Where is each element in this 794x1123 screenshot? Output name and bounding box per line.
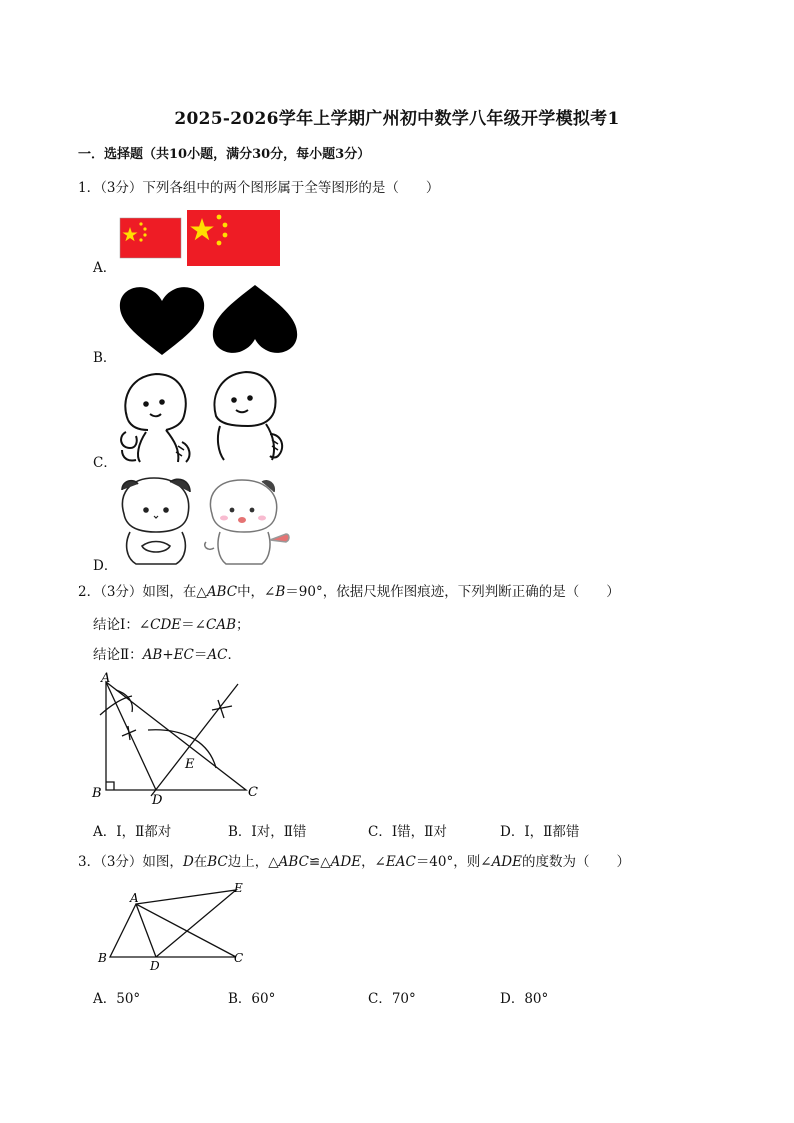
q3-option-c: C．70° bbox=[368, 991, 416, 1007]
arc-ac bbox=[148, 730, 216, 768]
q1-option-c-label: C． bbox=[93, 455, 117, 471]
large-flag-star bbox=[223, 233, 228, 238]
small-flag-star bbox=[143, 227, 146, 230]
triangle-ade bbox=[136, 890, 236, 957]
q2-options bbox=[93, 820, 693, 840]
label-c: C bbox=[248, 785, 258, 800]
label-e: E bbox=[185, 757, 195, 772]
q1-option-a-label: A． bbox=[93, 260, 117, 276]
q2-option-a: A．Ⅰ，Ⅱ都对 bbox=[93, 824, 172, 840]
q3-geometry-figure bbox=[92, 878, 262, 974]
segment-ad bbox=[106, 682, 156, 790]
q2-option-b: B．Ⅰ对，Ⅱ错 bbox=[228, 824, 307, 840]
q3-options bbox=[93, 987, 693, 1007]
triangle-abc bbox=[110, 904, 236, 957]
question-2-text: 2．（3分）如图，在△ABC中，∠B＝90°，依据尺规作图痕迹，下列判断正确的是（ ） bbox=[78, 584, 620, 600]
cartoon-left bbox=[121, 374, 189, 462]
label-a: A bbox=[101, 671, 111, 686]
large-flag-star bbox=[223, 223, 228, 228]
small-flag-star bbox=[139, 222, 142, 225]
large-flag-star bbox=[217, 215, 222, 220]
right-angle-mark bbox=[106, 782, 114, 790]
large-flag-star bbox=[217, 241, 222, 246]
label-c: C bbox=[234, 951, 244, 965]
q1-option-b-hearts-image bbox=[116, 283, 302, 359]
triangle-abc bbox=[106, 682, 246, 790]
large-flag bbox=[187, 210, 280, 266]
cartoon-right bbox=[214, 372, 282, 460]
q1-option-d-label: D． bbox=[93, 558, 118, 574]
label-e: E bbox=[234, 881, 243, 895]
label-b: B bbox=[98, 951, 107, 965]
q2-option-d: D．Ⅰ，Ⅱ都错 bbox=[500, 824, 580, 840]
q1-option-a-flags-image bbox=[118, 208, 284, 268]
page-title: 2025-2026学年上学期广州初中数学八年级开学模拟考1 bbox=[174, 109, 620, 129]
heart-inverted bbox=[213, 285, 297, 353]
segment-ad bbox=[136, 904, 156, 957]
label-d: D bbox=[152, 793, 163, 808]
q2-option-c: C．Ⅰ错，Ⅱ对 bbox=[368, 824, 447, 840]
label-a: A bbox=[130, 891, 139, 905]
question-3-text: 3．（3分）如图，D在BC边上，△ABC≌△ADE，∠EAC＝40°，则∠ADE的度数为（ ） bbox=[78, 854, 630, 870]
pet-right bbox=[205, 480, 289, 564]
q1-option-d-cartoon-image bbox=[116, 474, 296, 568]
q2-conclusion-1: 结论Ⅰ：∠CDE＝∠CAB； bbox=[93, 617, 250, 633]
q1-option-b-label: B． bbox=[93, 350, 117, 366]
section-heading: 一．选择题（共10小题，满分30分，每小题3分） bbox=[78, 147, 371, 162]
small-flag-star bbox=[139, 238, 142, 241]
label-d: D bbox=[150, 959, 160, 973]
cross-mark-left bbox=[122, 726, 136, 740]
q3-option-d: D．80° bbox=[500, 991, 549, 1007]
arc-at-a bbox=[100, 690, 132, 715]
cross-mark-right bbox=[212, 700, 232, 718]
q3-option-b: B．60° bbox=[228, 991, 276, 1007]
q2-geometry-figure bbox=[88, 670, 268, 810]
small-flag-star bbox=[143, 233, 146, 236]
q1-option-c-cartoon-image bbox=[116, 370, 288, 466]
label-b: B bbox=[92, 786, 102, 801]
heart-upright bbox=[120, 287, 204, 355]
q2-conclusion-2: 结论Ⅱ：AB+EC＝AC． bbox=[93, 647, 241, 663]
question-1-text: 1．（3分）下列各组中的两个图形属于全等图形的是（ ） bbox=[78, 180, 440, 196]
q3-option-a: A．50° bbox=[93, 991, 141, 1007]
pet-left bbox=[122, 478, 190, 564]
